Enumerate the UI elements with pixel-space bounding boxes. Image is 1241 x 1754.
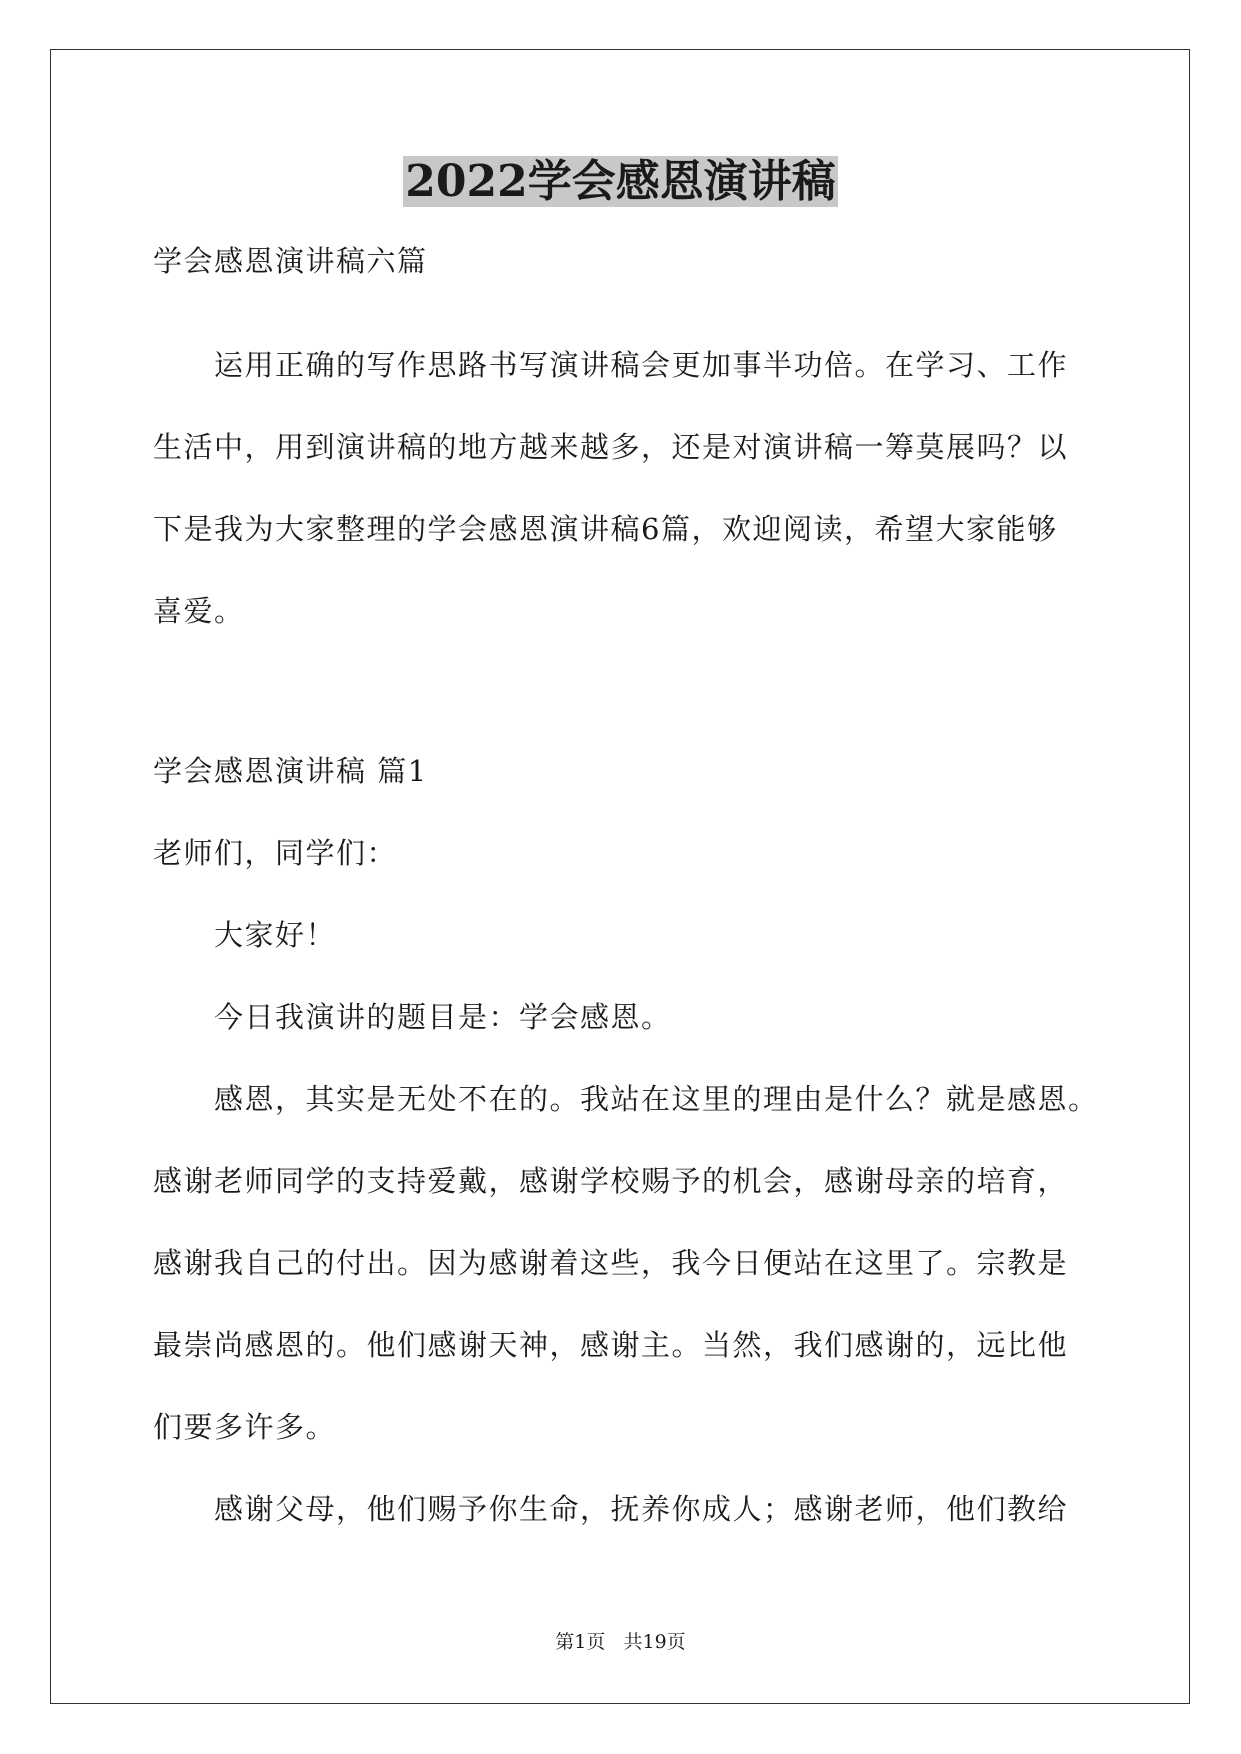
paragraph-line: 下是我为大家整理的学会感恩演讲稿6篇，欢迎阅读，希望大家能够 — [153, 512, 1058, 546]
page-number-footer: 第1页 共19页 — [555, 1631, 686, 1653]
paragraph-line: 生活中，用到演讲稿的地方越来越多，还是对演讲稿一筹莫展吗？以 — [153, 430, 1069, 464]
document-title-text: 2022学会感恩演讲稿 — [405, 156, 836, 207]
paragraph-line: 感恩，其实是无处不在的。我站在这里的理由是什么？就是感恩。 — [214, 1082, 1099, 1116]
document-title — [0, 152, 1241, 212]
paragraph-line: 运用正确的写作思路书写演讲稿会更加事半功倍。在学习、工作 — [214, 348, 1069, 382]
paragraph-line: 们要多许多。 — [153, 1410, 337, 1444]
paragraph-line: 感谢我自己的付出。因为感谢着这些，我今日便站在这里了。宗教是 — [153, 1246, 1069, 1280]
paragraph-line: 喜爱。 — [153, 594, 245, 628]
salutation-line: 老师们，同学们： — [153, 836, 398, 870]
paragraph-line: 感谢老师同学的支持爱戴，感谢学校赐予的机会，感谢母亲的培育， — [153, 1164, 1069, 1198]
paragraph-line: 大家好！ — [214, 918, 337, 952]
paragraph-line: 最崇尚感恩的。他们感谢天神，感谢主。当然，我们感谢的，远比他 — [153, 1328, 1069, 1362]
section-heading: 学会感恩演讲稿 篇1 — [153, 754, 428, 788]
subtitle-line: 学会感恩演讲稿六篇 — [153, 244, 428, 278]
paragraph-line: 感谢父母，他们赐予你生命，抚养你成人；感谢老师，他们教给 — [214, 1492, 1069, 1526]
paragraph-line: 今日我演讲的题目是：学会感恩。 — [214, 1000, 672, 1034]
page-border — [50, 49, 1190, 1704]
